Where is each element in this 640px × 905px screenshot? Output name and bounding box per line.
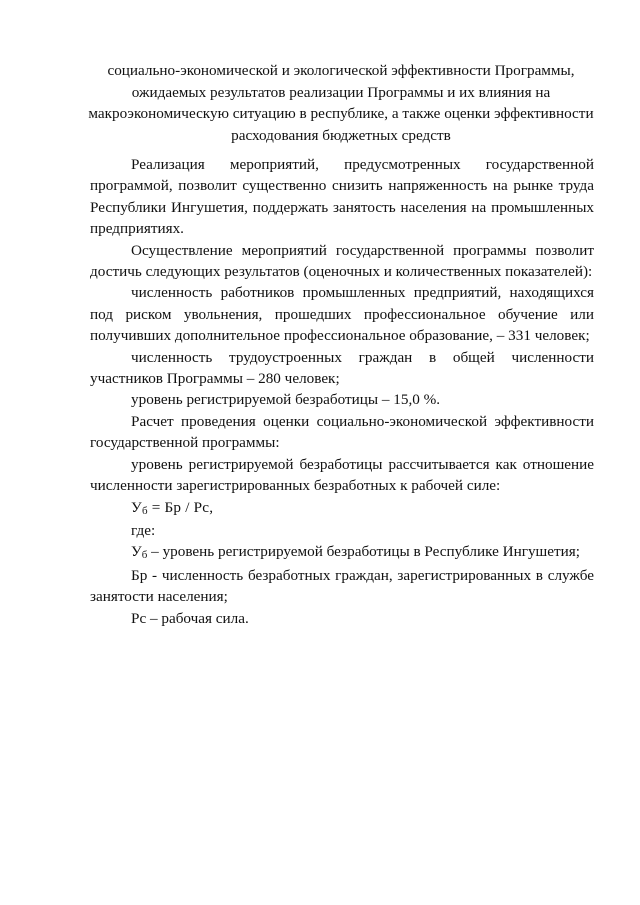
paragraph-employed-participants: численность трудоустроенных граждан в общей численности участников Программы – 280 человек; xyxy=(90,348,594,388)
heading-line-1: социально-экономической и экологической эффективности Программы, xyxy=(107,62,575,79)
definition-symbol-subscript: б xyxy=(141,549,148,562)
paragraph-results-intro: Осуществление мероприятий государственной программы позволит достичь следующих результатов (оценочных и количественных показателей): xyxy=(90,241,594,281)
paragraph-calculation-intro: Расчет проведения оценки социально-экономической эффективности государственной программы: xyxy=(90,412,594,452)
section-heading xyxy=(86,60,596,146)
paragraph-workers-trained: численность работников промышленных предприятий, находящихся под риском увольнения, прошедших профессиональное обучение или получивших дополнительное профессиональное образование, – 331 человек; xyxy=(90,284,594,345)
formula-lhs-subscript: б xyxy=(141,504,148,517)
definition-text: – уровень регистрируемой безработицы в Республике Ингушетия; xyxy=(151,543,580,561)
definition-labor-force: Рс – рабочая сила. xyxy=(131,609,249,627)
formula-line xyxy=(90,497,594,520)
formula-lhs: У xyxy=(131,498,142,516)
definition-symbol: У xyxy=(131,543,142,561)
heading-line-2: ожидаемых результатов реализации Программы и их влияния на xyxy=(131,83,551,101)
definition-unemployment-rate xyxy=(90,541,594,564)
heading-line-3: макроэкономическую ситуацию в республике, а также оценки эффективности xyxy=(88,105,594,122)
paragraph-implementation: Реализация мероприятий, предусмотренных государственной программой, позволит существенно снизить напряженность на рынке труда Республики Ингушетия, поддержать занятость населения на промышленных предприятиях. xyxy=(90,156,594,238)
heading-line-4: расходования бюджетных средств xyxy=(231,126,451,144)
formula-rhs: = Бр / Рс, xyxy=(151,498,214,516)
paragraph-unemployment-rate: уровень регистрируемой безработицы – 15,0 %. xyxy=(131,391,441,409)
document-body xyxy=(90,154,594,629)
definition-registered-unemployed: Бр - численность безработных граждан, зарегистрированных в службе занятости населения; xyxy=(90,566,594,606)
where-label: где: xyxy=(131,521,156,539)
paragraph-rate-definition: уровень регистрируемой безработицы рассчитывается как отношение численности зарегистрированных безработных к рабочей силе: xyxy=(90,455,594,495)
